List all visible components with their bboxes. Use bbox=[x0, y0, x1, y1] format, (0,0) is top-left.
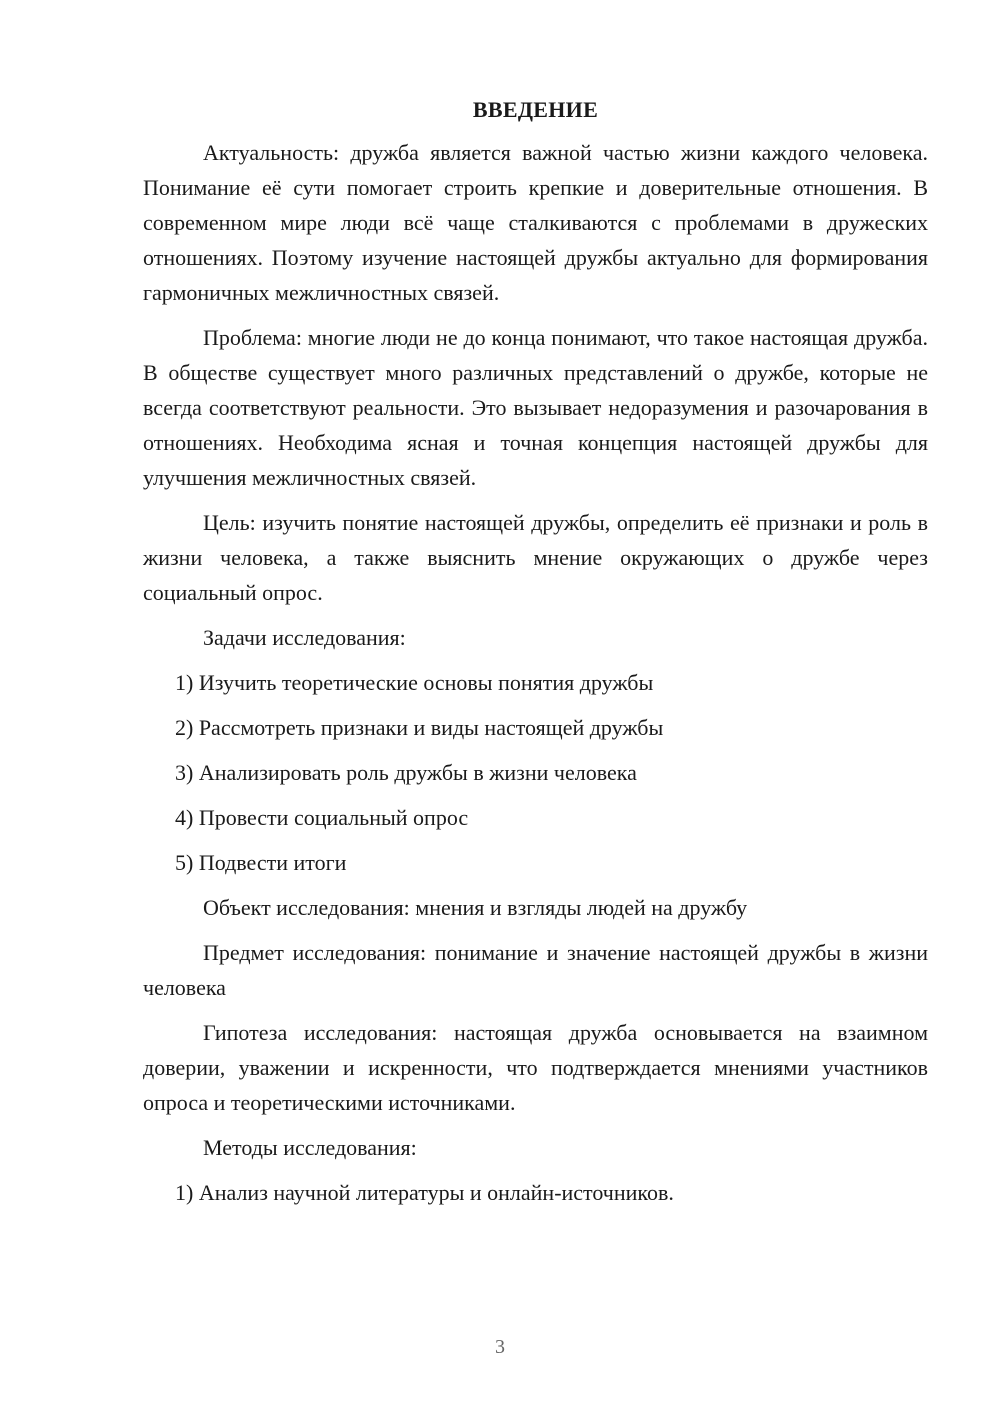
task-item: 2) Рассмотреть признаки и виды настоящей дружбы bbox=[175, 715, 664, 740]
tasks-list bbox=[143, 665, 928, 880]
methods-list bbox=[143, 1175, 928, 1210]
problem-paragraph: Проблема: многие люди не до конца понимают, что такое настоящая дружба. В обществе существует много различных представлений о дружбе, которые не всегда соответствуют реальности. Это вызывает недоразумения и разочарования в отношениях. Необходима ясная и точная концепция настоящей дружбы для улучшения межличностных связей. bbox=[143, 325, 928, 490]
task-item: 3) Анализировать роль дружбы в жизни человека bbox=[175, 760, 637, 785]
page-content bbox=[143, 95, 928, 1220]
tasks-label: Задачи исследования: bbox=[203, 625, 406, 650]
research-subject: Предмет исследования: понимание и значение настоящей дружбы в жизни человека bbox=[143, 940, 928, 1000]
task-item: 4) Провести социальный опрос bbox=[175, 805, 469, 830]
method-item: 1) Анализ научной литературы и онлайн-источников. bbox=[175, 1180, 674, 1205]
relevance-paragraph: Актуальность: дружба является важной частью жизни каждого человека. Понимание её сути помогает строить крепкие и доверительные отношения. В современном мире люди всё чаще сталкиваются с проблемами в дружеских отношениях. Поэтому изучение настоящей дружбы актуально для формирования гармоничных межличностных связей. bbox=[143, 140, 928, 305]
research-hypothesis: Гипотеза исследования: настоящая дружба основывается на взаимном доверии, уважении и искренности, что подтверждается мнениями участников опроса и теоретическими источниками. bbox=[143, 1020, 928, 1115]
section-heading: ВВЕДЕНИЕ bbox=[472, 97, 599, 122]
page-number: 3 bbox=[495, 1336, 505, 1358]
research-object: Объект исследования: мнения и взгляды людей на дружбу bbox=[203, 895, 748, 920]
goal-paragraph: Цель: изучить понятие настоящей дружбы, определить её признаки и роль в жизни человека, а также выяснить мнение окружающих о дружбе через социальный опрос. bbox=[143, 510, 928, 605]
methods-label: Методы исследования: bbox=[203, 1135, 417, 1160]
task-item: 1) Изучить теоретические основы понятия дружбы bbox=[175, 670, 654, 695]
task-item: 5) Подвести итоги bbox=[175, 850, 347, 875]
